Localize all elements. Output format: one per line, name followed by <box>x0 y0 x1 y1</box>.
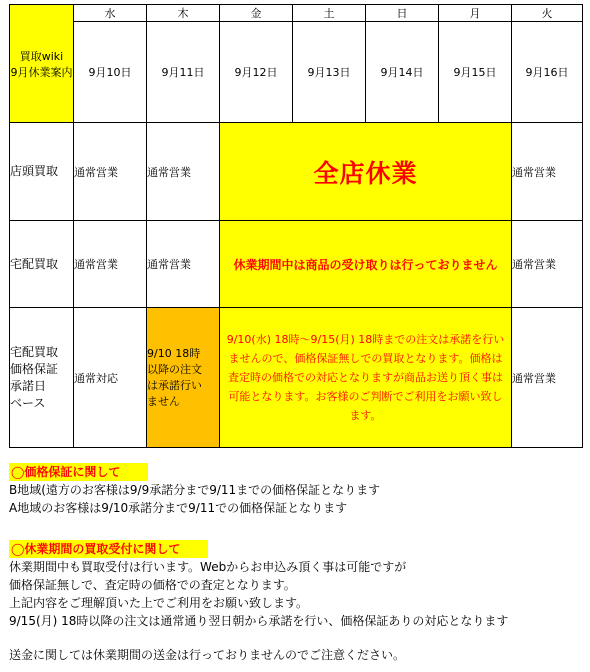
closure-purchase-line-4: 9/15(月) 18時以降の注文は通常通り翌日朝から承諾を行い、価格保証ありの対応となります <box>9 614 509 628</box>
weekday-header-row <box>10 5 583 22</box>
closure-purchase-line-1: 休業期間中も買取受付は行います。Webからお申込み頂く事は可能ですが <box>9 560 407 574</box>
date-sep-11: 9月11日 <box>147 22 220 123</box>
date-sep-12: 9月12日 <box>220 22 293 123</box>
store-closed-banner <box>220 123 512 221</box>
store-thu-status: 通常営業 <box>147 123 220 221</box>
delivery-closed-banner <box>220 221 512 308</box>
closure-purchase-heading: ◯休業期間の買取受付に関して <box>9 540 208 558</box>
guarantee-closed-text: 9/10(水) 18時～9/15(月) 18時までの注文は承諾を行いませんので、価格保証無しでの買取となります。価格は査定時の価格での対応となりますが商品お送り頂く事は可能となります。お客様のご判断でご利用をお願い致します。 <box>226 333 505 422</box>
delivery-closed-text: 休業期間中は商品の受け取りは行っておりません <box>233 257 498 272</box>
guarantee-tue-status: 通常営業 <box>512 308 583 448</box>
closure-schedule-table <box>9 4 583 448</box>
guarantee-wed-status: 通常対応 <box>74 308 147 448</box>
guarantee-closed-notice <box>220 308 512 448</box>
guarantee-thu-notice: 9/10 18時 以降の注文 は承諾行い ません <box>147 308 220 448</box>
delivery-wed-status: 通常営業 <box>74 221 147 308</box>
table-row-delivery <box>10 221 583 308</box>
table-corner-label <box>10 5 74 123</box>
date-header-row <box>10 22 583 123</box>
date-sep-15: 9月15日 <box>439 22 512 123</box>
remittance-notice: 送金に関しては休業期間の送金は行っておりませんのでご注意ください。 <box>9 648 406 662</box>
price-guarantee-heading: ◯価格保証に関して <box>9 463 148 481</box>
store-tue-status: 通常営業 <box>512 123 583 221</box>
store-wed-status: 通常営業 <box>74 123 147 221</box>
price-guarantee-line-b: B地域(遠方のお客様は9/9承諾分まで9/11までの価格保証となります <box>9 483 381 497</box>
weekday-sat: 土 <box>293 5 366 22</box>
row-label-delivery: 宅配買取 <box>10 221 74 308</box>
row-label-store: 店頭買取 <box>10 123 74 221</box>
delivery-tue-status: 通常営業 <box>512 221 583 308</box>
date-sep-13: 9月13日 <box>293 22 366 123</box>
closure-purchase-line-3: 上記内容をご理解頂いた上でご利用をお願い致します。 <box>9 596 309 610</box>
table-row-store <box>10 123 583 221</box>
weekday-wed: 水 <box>74 5 147 22</box>
date-sep-16: 9月16日 <box>512 22 583 123</box>
closure-purchase-line-2: 価格保証無しで、査定時の価格での査定となります。 <box>9 578 296 592</box>
corner-label-text: 買取wiki 9月休業案内 <box>10 49 73 79</box>
store-closed-text: 全店休業 <box>313 158 418 188</box>
closure-purchase-section <box>9 540 508 664</box>
weekday-tue: 火 <box>512 5 583 22</box>
weekday-mon: 月 <box>439 5 512 22</box>
price-guarantee-section <box>9 463 380 517</box>
weekday-fri: 金 <box>220 5 293 22</box>
weekday-thu: 木 <box>147 5 220 22</box>
delivery-thu-status: 通常営業 <box>147 221 220 308</box>
date-sep-10: 9月10日 <box>74 22 147 123</box>
date-sep-14: 9月14日 <box>366 22 439 123</box>
price-guarantee-line-a: A地域のお客様は9/10承諾分まで9/11での価格保証となります <box>9 501 348 515</box>
table-row-guarantee <box>10 308 583 448</box>
weekday-sun: 日 <box>366 5 439 22</box>
row-label-guarantee: 宅配買取 価格保証 承諾日 ベース <box>10 308 74 448</box>
